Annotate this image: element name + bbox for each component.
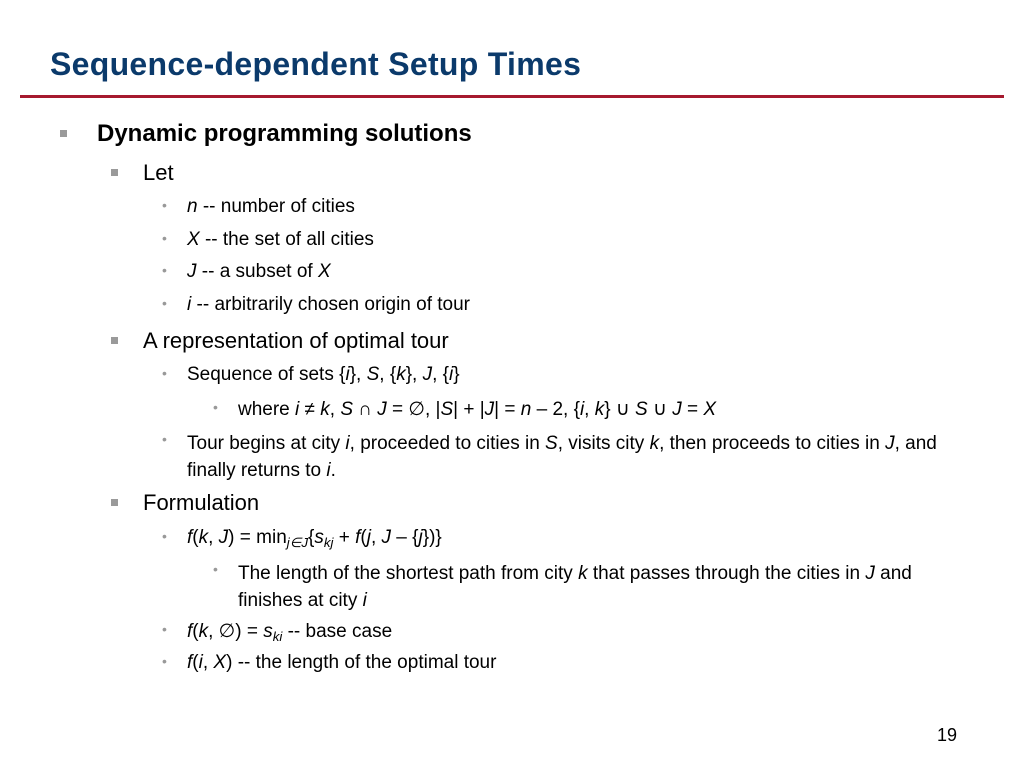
text-segment: ( (192, 527, 199, 548)
math-variable: i (187, 294, 192, 315)
math-variable: f (187, 621, 193, 642)
math-variable: s (263, 621, 273, 642)
text-segment: , proceeded to cities in (349, 433, 546, 454)
round-bullet-icon: • (162, 230, 167, 246)
math-variable: k (578, 563, 588, 584)
square-bullet-icon (60, 130, 67, 137)
text-segment: | = (494, 399, 521, 420)
round-bullet-icon: • (162, 295, 167, 311)
text-segment: , { (432, 364, 449, 385)
round-bullet-icon: • (162, 365, 167, 381)
text-segment: , (370, 527, 382, 548)
math-variable: S (340, 399, 354, 420)
math-variable: k (198, 527, 209, 548)
text-segment: ≠ (299, 399, 321, 420)
text-segment: , (208, 527, 219, 548)
bullet-line-level-3 (187, 527, 442, 551)
math-variable: j (366, 527, 371, 548)
text-segment: = (681, 399, 704, 420)
math-variable: J (422, 364, 433, 385)
math-variable: J (484, 399, 495, 420)
text-segment: , (584, 399, 595, 420)
text-segment: Let (143, 160, 174, 185)
math-variable: i (326, 460, 331, 481)
math-variable: s (314, 527, 324, 548)
math-variable: k (649, 433, 660, 454)
bullet-line-level-4 (238, 560, 973, 614)
math-variable: J (672, 399, 682, 420)
text-segment: }, (405, 364, 423, 385)
math-variable: i (449, 364, 454, 385)
math-variable: k (594, 399, 605, 420)
text-segment: ∩ (353, 399, 378, 420)
text-segment: Formulation (143, 490, 260, 515)
math-variable: j (418, 527, 423, 548)
bullet-line-level-3 (187, 430, 947, 484)
math-variable: i (198, 652, 203, 673)
math-variable: k (198, 621, 209, 642)
math-variable: J (377, 399, 387, 420)
math-variable: J (381, 527, 391, 548)
bullet-line-level-2 (143, 328, 449, 354)
bullet-line-level-3 (187, 229, 374, 251)
round-bullet-icon: • (162, 653, 167, 669)
bullet-line-level-4 (238, 398, 716, 421)
text-segment: , { (379, 364, 397, 385)
math-variable: f (187, 527, 193, 548)
round-bullet-icon: • (162, 528, 167, 544)
math-variable: i (295, 399, 300, 420)
math-variable: S (366, 364, 380, 385)
text-segment: and finishes at city (238, 563, 912, 611)
math-variable: J (885, 433, 895, 454)
bullet-line-level-3 (187, 294, 470, 316)
text-segment: | + | (453, 399, 485, 420)
math-variable: i (345, 364, 350, 385)
round-bullet-icon: • (213, 561, 218, 577)
math-variable: n (520, 399, 532, 420)
text-segment: ) -- the length of the optimal tour (226, 652, 497, 673)
text-segment: , then proceeds to cities in (659, 433, 886, 454)
text-segment: , (329, 399, 341, 420)
text-segment: The length of the shortest path from city (238, 563, 579, 584)
math-variable: n (187, 196, 198, 217)
text-segment: -- number of cities (197, 196, 355, 217)
math-variable: k (396, 364, 406, 385)
math-variable: i (579, 399, 585, 420)
text-segment: Dynamic programming solutions (97, 120, 472, 147)
round-bullet-icon: • (162, 621, 167, 637)
square-bullet-icon (111, 169, 118, 176)
math-variable: k (320, 399, 330, 420)
page-number: 19 (937, 725, 958, 745)
math-variable: X (213, 652, 227, 673)
math-variable: J (187, 261, 197, 282)
bullet-line-level-2 (143, 490, 259, 516)
round-bullet-icon: • (162, 431, 167, 447)
text-segment: ) = min (228, 527, 287, 548)
math-variable: S (545, 433, 558, 454)
math-variable: X (187, 229, 200, 250)
text-segment: that passes through the cities in (587, 563, 866, 584)
bullet-line-level-3 (187, 364, 460, 386)
text-segment: ∪ (647, 399, 673, 420)
bullet-line-level-3 (187, 196, 355, 218)
text-segment: , (202, 652, 214, 673)
math-variable: i (362, 590, 367, 611)
square-bullet-icon (111, 499, 118, 506)
text-segment: ( (192, 652, 199, 673)
subscript-text: j∈J (286, 534, 308, 550)
math-variable: X (317, 261, 331, 282)
bullet-line-level-3 (187, 261, 331, 283)
square-bullet-icon (111, 337, 118, 344)
text-segment: }, (349, 364, 367, 385)
text-segment: -- base case (282, 621, 393, 642)
text-segment: , and finally returns to (187, 433, 937, 481)
math-variable: S (440, 399, 454, 420)
math-variable: S (635, 399, 648, 420)
math-variable: X (703, 399, 717, 420)
text-segment: { (307, 527, 315, 548)
text-segment: } ∪ (604, 399, 636, 420)
bullet-line-level-3 (187, 652, 496, 674)
text-segment: A representation of optimal tour (143, 328, 449, 353)
round-bullet-icon: • (162, 262, 167, 278)
bullet-line-level-2 (143, 160, 174, 186)
bullet-line-level-1 (97, 120, 472, 148)
text-segment: -- a subset of (196, 261, 318, 282)
text-segment: ( (192, 621, 199, 642)
text-segment: ( (360, 527, 367, 548)
round-bullet-icon: • (162, 197, 167, 213)
math-variable: f (187, 652, 193, 673)
math-variable: J (865, 563, 875, 584)
math-variable: J (218, 527, 229, 548)
subscript-text: kj (323, 534, 334, 550)
math-variable: i (345, 433, 350, 454)
title-divider (20, 95, 1004, 98)
text-segment: . (330, 460, 336, 481)
math-variable: f (355, 527, 361, 548)
text-segment: , ∅) = (208, 621, 264, 642)
text-segment: })} (422, 527, 442, 548)
text-segment: -- the set of all cities (199, 229, 374, 250)
text-segment: , visits city (557, 433, 650, 454)
text-segment: -- arbitrarily chosen origin of tour (191, 294, 471, 315)
bullet-line-level-3 (187, 620, 392, 644)
text-segment: = ∅, | (386, 399, 441, 420)
text-segment: – { (391, 527, 419, 548)
text-segment: + (333, 527, 356, 548)
slide-title: Sequence-dependent Setup Times (50, 46, 582, 82)
text-segment: – 2, { (531, 399, 580, 420)
text-segment: Sequence of sets { (187, 364, 346, 385)
text-segment: where (238, 399, 296, 420)
text-segment: } (453, 364, 460, 385)
round-bullet-icon: • (213, 399, 218, 415)
text-segment: Tour begins at city (187, 433, 346, 454)
subscript-text: ki (272, 628, 283, 644)
